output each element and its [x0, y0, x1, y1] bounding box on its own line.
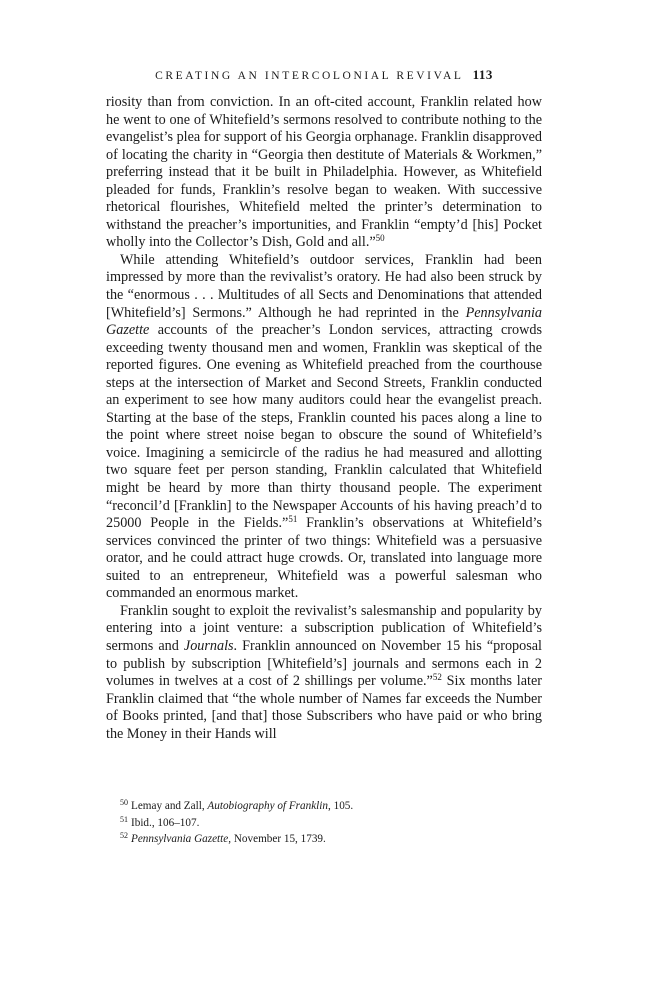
footnote-reference: 52: [432, 672, 442, 683]
text-run: , November 15, 1739.: [228, 833, 326, 845]
text-run: . Franklin announced on November 15 his “proposal to publish by subscription [Whitefield’s] journals and sermons each in 2 volumes in twelves at a cost of 2 shillings per volume.”: [106, 637, 542, 690]
footnote: [106, 815, 542, 832]
text-run: riosity than from conviction. In an oft-cited account, Franklin related how he went to one of Whitefield’s sermons resolved to contribute nothing to the evangelist’s plea for support of his Georgia orphanage. Franklin disapproved of locating the charity in “Georgia then destitute of Materials & Workmen,” preferring instead that it be built in Philadelphia. However, as Whitefield pleaded for funds, Franklin’s resolve began to weaken. With successive rhetorical flourishes, Whitefield melted the printer’s determination to withstand the preacher’s importunities, and Franklin “empty’d [his] Pocket wholly into the Collector’s Dish, Gold and all.”: [106, 94, 542, 251]
running-head: [106, 67, 542, 83]
text-run: Franklin sought to exploit the revivalist’s salesmanship and popularity by entering into a joint venture: a subscription publication of Whitefield’s sermons and: [106, 602, 542, 654]
footnote-number: 52: [120, 831, 128, 840]
text-run: Six months later Franklin claimed that “the whole number of Names far exceeds the Number of Books printed, [and that] those Subscribers who have paid or who bring the Money in their Hands will: [106, 673, 542, 742]
running-head-title: CREATING AN INTERCOLONIAL REVIVAL: [155, 70, 464, 82]
paragraph: [106, 603, 542, 743]
italic-title: Pennsylvania Gazette: [106, 304, 542, 339]
paragraph: [106, 252, 542, 603]
paragraph: [106, 94, 542, 252]
text-run: While attending Whitefield’s outdoor services, Franklin had been impressed by more than the revivalist’s oratory. He had also been struck by the “enormous . . . Multitudes of all Sects and Denominations that attended [Whitefield’s] Sermons.” Although he had reprinted in the: [106, 251, 542, 321]
text-run: Lemay and Zall,: [131, 800, 208, 812]
footnotes: [106, 798, 542, 848]
body-text: [106, 94, 542, 743]
italic-title: Pennsylvania Gazette: [131, 833, 229, 845]
footnote: [106, 831, 542, 848]
text-run: , 105.: [328, 800, 354, 812]
text-run: accounts of the preacher’s London services, attracting crowds exceeding twenty thousand men and women, Franklin was skeptical of the reported figures. One evening as Whitefield preached from the courthouse steps at the intersection of Market and Second Streets, Franklin conducted an experiment to see how many auditors could hear the evangelist preach. Starting at the base of the steps, Franklin counted his paces along a line to the point where street noise began to obscure the sound of Whitefield’s voice. Imagining a semicircle of the radius he had measured and allotting two square feet per person standing, Franklin calculated that Whitefield might be heard by more than thirty thousand people. The experiment “reconcil’d [Franklin] to the Newspaper Accounts of his having preach’d to 25000 People in the Fields.”: [106, 322, 542, 532]
footnote-number: 51: [120, 814, 128, 824]
footnote-reference: 50: [375, 233, 385, 244]
footnote: [106, 798, 542, 815]
footnote-number: 50: [120, 798, 128, 807]
footnote-reference: 51: [288, 514, 298, 525]
italic-title: Autobiography of Franklin: [207, 800, 328, 812]
italic-title: Journals: [183, 637, 234, 654]
text-run: Ibid., 106–107.: [131, 816, 200, 829]
text-run: Franklin’s observations at Whitefield’s services convinced the printer of two things: Whitefield was a persuasive orator, and he could attract huge crowds. Or, translated into language more suited to an entrepreneur, Whitefield was a powerful salesman who commanded an enormous market.: [106, 515, 542, 602]
page-number: 113: [472, 67, 493, 82]
